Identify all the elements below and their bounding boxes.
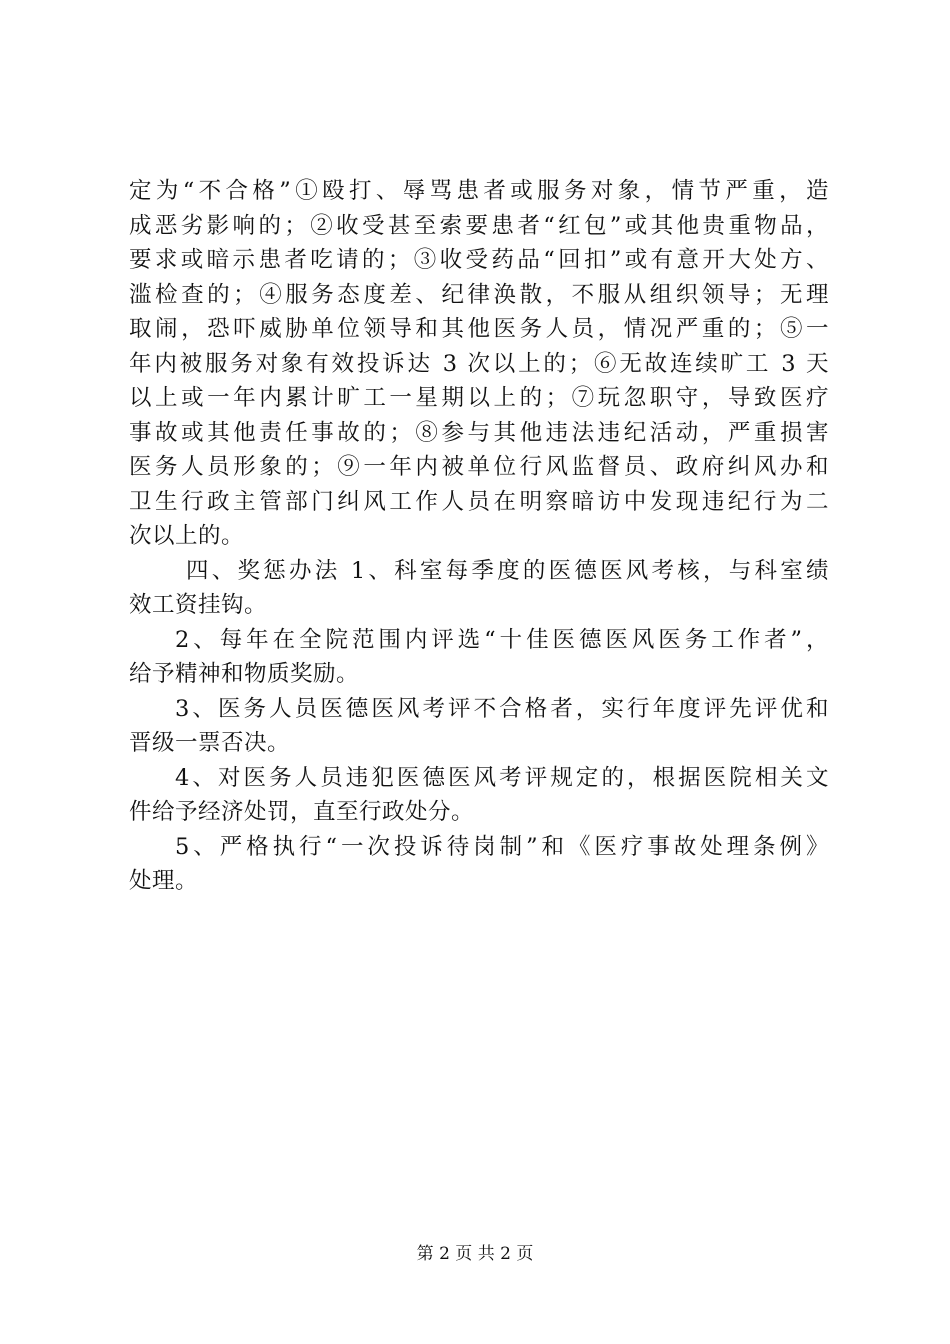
text-line: 2、每年在全院范围内评选“十佳医德医风医务工作者”， — [175, 626, 829, 653]
text-line: 效工资挂钩。 — [129, 592, 268, 618]
text-line: 4、对医务人员违犯医德医风考评规定的，根据医院相关文 — [175, 764, 829, 791]
text-line: 次以上的。 — [129, 523, 245, 549]
text-line: 取闹，恐吓威胁单位领导和其他医务人员，情况严重的；⑤一 — [129, 316, 829, 342]
text-line: 处理。 — [129, 868, 199, 894]
text-line: 医务人员形象的；⑨一年内被单位行风监督员、政府纠风办和 — [129, 454, 829, 480]
document-body — [129, 174, 829, 899]
text-line: 以上或一年内累计旷工一星期以上的；⑦玩忽职守，导致医疗 — [129, 385, 829, 411]
text-line: 滥检查的；④服务态度差、纪律涣散，不服从组织领导；无理 — [129, 281, 829, 308]
text-line: 定为“不合格”①殴打、辱骂患者或服务对象，情节严重，造 — [129, 178, 829, 204]
page-footer: 第 2 页 共 2 页 — [416, 1244, 534, 1264]
text-line: 5、严格执行“一次投诉待岗制”和《医疗事故处理条例》 — [175, 833, 829, 860]
text-line: 年内被服务对象有效投诉达 3 次以上的；⑥无故连续旷工 3 天 — [129, 350, 829, 377]
text-line: 3、医务人员医德医风考评不合格者，实行年度评先评优和 — [175, 695, 829, 722]
text-line: 给予精神和物质奖励。 — [129, 661, 360, 687]
text-line: 事故或其他责任事故的；⑧参与其他违法违纪活动，严重损害 — [129, 419, 829, 446]
text-line: 件给予经济处罚，直至行政处分。 — [129, 799, 475, 825]
text-line: 成恶劣影响的；②收受甚至索要患者“红包”或其他贵重物品， — [129, 212, 829, 239]
text-line: 晋级一票否决。 — [129, 730, 291, 756]
text-line: 要求或暗示患者吃请的；③收受药品“回扣”或有意开大处方、 — [129, 247, 829, 273]
text-line: 卫生行政主管部门纠风工作人员在明察暗访中发现违纪行为二 — [129, 488, 829, 515]
text-line: 四、奖惩办法 1、科室每季度的医德医风考核，与科室绩 — [186, 557, 829, 584]
